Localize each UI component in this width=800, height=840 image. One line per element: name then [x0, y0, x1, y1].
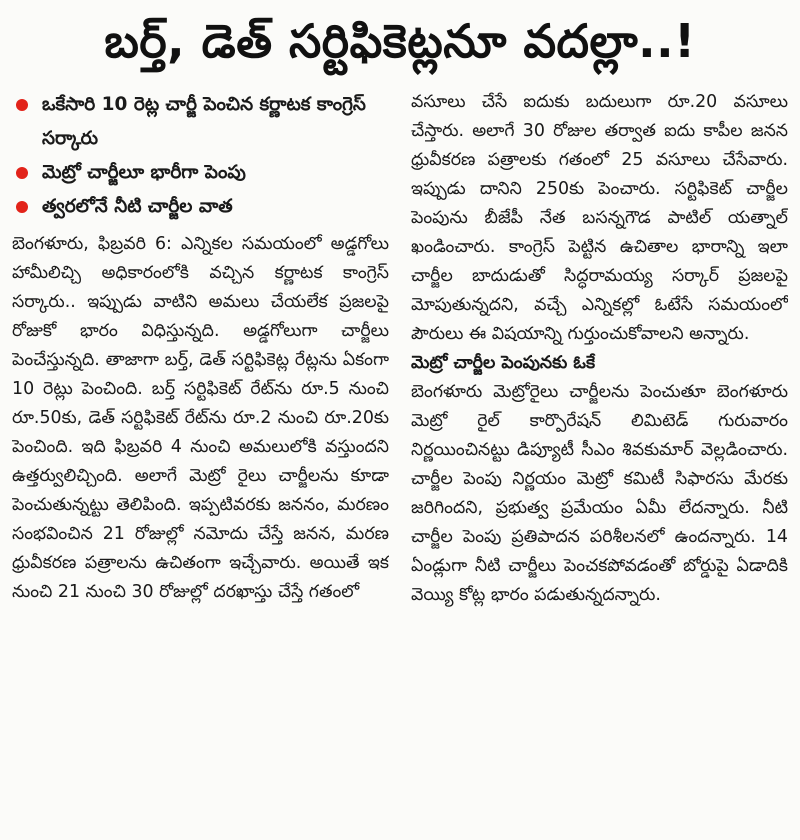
article-paragraph: వసూలు చేసే ఐదుకు బదులుగా రూ.20 వసూలు చేస్తారు. అలాగే 30 రోజుల తర్వాత ఐదు కాపీల జనన ధ్రువీకరణ పత్రాలకు గతంలో 25 వసూలు చేసేవారు. ఇప్పుడు దానిని 250కు పెంచారు. సర్టిఫికెట్ చార్జీల పెంపును బీజేపీ నేత బసన్నగౌడ పాటిల్ యత్నాల్ ఖండించారు. కాంగ్రెస్ పెట్టిన ఉచితాల భారాన్ని ఇలా చార్జీల బాదుడుతో సిద్ధరామయ్య సర్కార్ ప్రజలపై మోపుతున్నదని, వచ్చే ఎన్నికల్లో ఓటేసే సమయంలో పౌరులు ఈ విషయాన్ని గుర్తుంచుకోవాలని అన్నారు. [411, 92, 788, 344]
dateline: బెంగళూరు, ఫిబ్రవరి 6: [12, 234, 172, 254]
bullet-item [12, 88, 389, 156]
bullet-item [12, 190, 389, 224]
bullet-text: మెట్రో చార్జీలూ భారీగా పెంపు [42, 162, 246, 183]
bullet-text: ఒకేసారి 10 రెట్ల చార్జీ పెంచిన కర్ణాటక కాంగ్రెస్ సర్కారు [42, 94, 366, 149]
highlight-bullets [12, 88, 389, 224]
headline: బర్త్, డెత్ సర్టిఫికెట్లనూ వదల్లా..! [104, 14, 696, 68]
article-paragraph [12, 230, 389, 607]
left-column [12, 88, 389, 610]
red-dot-icon [16, 167, 28, 179]
red-dot-icon [16, 99, 28, 111]
red-dot-icon [16, 201, 28, 213]
bullet-item [12, 156, 389, 190]
article-body: ఎన్నికల సమయంలో అడ్డగోలు హామీలిచ్చి అధికారంలోకి వచ్చిన కర్ణాటక కాంగ్రెస్ సర్కారు.. ఇప్పుడు వాటిని అమలు చేయలేక ప్రజలపై రోజుకో భారం విధిస్తున్నది. అడ్డగోలుగా చార్జీలు పెంచేస్తున్నది. తాజాగా బర్త్, డెత్ సర్టిఫికెట్ల రేట్లను ఏకంగా 10 రెట్లు పెంచింది. బర్త్ సర్టిఫికెట్ రేట్‌ను రూ.5 నుంచి రూ.50కు, డెత్ సర్టిఫికెట్ రేట్‌ను రూ.2 నుంచి రూ.20కు పెంచింది. ఇది ఫిబ్రవరి 4 నుంచి అమలులోకి వస్తుందని ఉత్తర్వులిచ్చింది. అలాగే మెట్రో రైలు చార్జీలను కూడా పెంచుతున్నట్టు తెలిపింది. ఇప్పటివరకు జననం, మరణం సంభవించిన 21 రోజుల్లో నమోదు చేస్తే జనన, మరణ ధ్రువీకరణ పత్రాలను ఉచితంగా ఇచ్చేవారు. అయితే ఇక నుంచి 21 నుంచి 30 రోజుల్లో దరఖాస్తు చేస్తే గతంలో [12, 234, 389, 602]
right-column [411, 88, 788, 610]
section-subheading: మెట్రో చార్జీల పెంపునకు ఓకే [411, 353, 596, 373]
article-columns [12, 88, 788, 610]
bullet-text: త్వరలోనే నీటి చార్జీల వాత [42, 196, 233, 217]
article-paragraph: బెంగళూరు మెట్రోరైలు చార్జీలను పెంచుతూ బెంగళూరు మెట్రో రైల్ కార్పొరేషన్ లిమిటెడ్ గురువారం నిర్ణయించినట్టు డిప్యూటీ సీఎం శివకుమార్ వెల్లడించారు. చార్జీల పెంపు నిర్ణయం మెట్రో కమిటీ సిఫారసు మేరకు జరిగిందని, ప్రభుత్వ ప్రమేయం ఏమీ లేదన్నారు. నీటి చార్జీల పెంపు ప్రతిపాదన పరిశీలనలో ఉందన్నారు. 14 ఏండ్లుగా నీటి చార్జీలు పెంచకపోవడంతో బోర్డుపై ఏడాదికి వెయ్యి కోట్ల భారం పడుతున్నదన్నారు. [411, 382, 788, 605]
